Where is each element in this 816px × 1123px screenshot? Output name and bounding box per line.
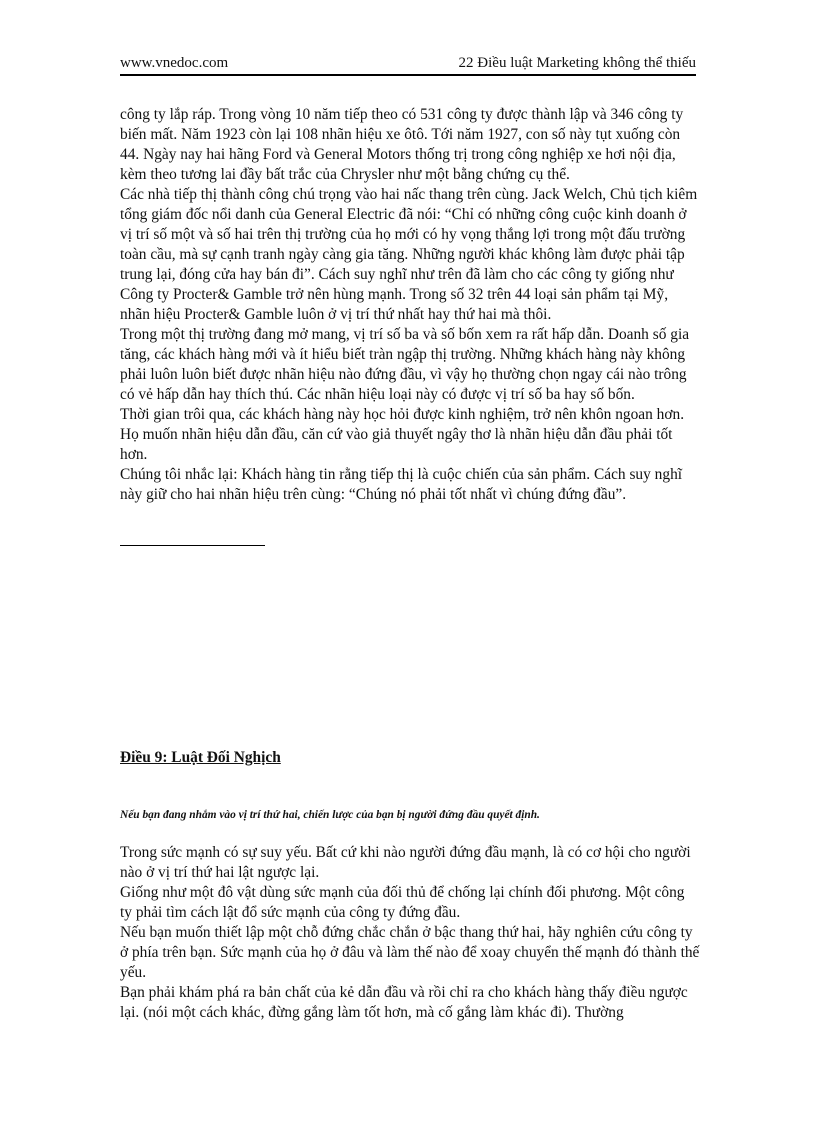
page-header [120,52,696,76]
paragraph: Giống như một đô vật dùng sức mạnh của đối thủ để chống lại chính đối phương. Một công ty phải tìm cách lật đổ sức mạnh của công ty đứng đầu. [120,884,685,921]
paragraph: Nếu bạn muốn thiết lập một chỗ đứng chắc chắn ở bậc thang thứ hai, hãy nghiên cứu công ty ở phía trên bạn. Sức mạnh của họ ở đâu và làm thế nào để xoay chuyển thế mạnh đó thành thế yếu. [120,924,700,981]
paragraph: Các nhà tiếp thị thành công chú trọng vào hai nấc thang trên cùng. Jack Welch, Chủ tịch kiêm tổng giám đốc nổi danh của General Electric đã nói: “Chỉ có những công cuộc kinh doanh ở vị trí số một và số hai trên thị trường của họ mới có hy vọng thắng lợi trong một đấu trường toàn cầu, mà sự cạnh tranh ngày càng gia tăng. Những người khác không làm được phải tập trung lại, đóng cửa hay bán đi”. Cách suy nghĩ như trên đã làm cho các công ty giống như Công ty Procter& Gamble trở nên hùng mạnh. Trong số 32 trên 44 loại sản phẩm tại Mỹ, nhãn hiệu Procter& Gamble luôn ở vị trí thứ nhất hay thứ hai mà thôi. [120,186,698,323]
header-document-title: 22 Điều luật Marketing không thể thiếu [458,55,696,71]
footnote-separator [120,545,265,546]
section-summary-quote: Nếu bạn đang nhắm vào vị trí thứ hai, chiến lược của bạn bị người đứng đầu quyết định. [120,809,540,821]
section-heading: Điều 9: Luật Đối Nghịch [120,749,281,766]
paragraph: Chúng tôi nhắc lại: Khách hàng tin rằng tiếp thị là cuộc chiến của sản phẩm. Cách suy nghĩ này giữ cho hai nhãn hiệu trên cùng: “Chúng nó phải tốt nhất vì chúng đứng đầu”. [120,466,683,503]
header-site-link[interactable]: www.vnedoc.com [120,55,229,71]
paragraph: Trong một thị trường đang mở mang, vị trí số ba và số bốn xem ra rất hấp dẫn. Doanh số gia tăng, các khách hàng mới và ít hiểu biết tràn ngập thị trường. Những khách hàng này không phải luôn luôn biết được nhãn hiệu nào đứng đầu, vì vậy họ thường chọn ngay cái nào trông có vẻ hấp dẫn hay thích thú. Các nhãn hiệu loại này có được vị trí số ba hay số bốn. [120,326,690,403]
body-text-top [120,105,700,505]
paragraph: Trong sức mạnh có sự suy yếu. Bất cứ khi nào người đứng đầu mạnh, là có cơ hội cho người nào ở vị trí thứ hai lật ngược lại. [120,844,691,881]
paragraph: Bạn phải khám phá ra bản chất của kẻ dẫn đầu và rồi chỉ ra cho khách hàng thấy điều ngược lại. (nói một cách khác, đừng gắng làm tốt hơn, mà cố gắng làm khác đi). Thường [120,984,688,1021]
paragraph: công ty lắp ráp. Trong vòng 10 năm tiếp theo có 531 công ty được thành lập và 346 công ty biến mất. Năm 1923 còn lại 108 nhãn hiệu xe ôtô. Tới năm 1927, con số này tụt xuống còn 44. Ngày nay hai hãng Ford và General Motors thống trị trong công nghiệp xe hơi nội địa, kèm theo tương lai đầy bất trắc của Chrysler như một bằng chứng cụ thể. [120,106,684,183]
paragraph: Thời gian trôi qua, các khách hàng này học hỏi được kinh nghiệm, trở nên khôn ngoan hơn. Họ muốn nhãn hiệu dẫn đầu, căn cứ vào giả thuyết ngây thơ là nhãn hiệu dẫn đầu phải tốt hơn. [120,406,685,463]
body-text-bottom [120,843,700,1023]
